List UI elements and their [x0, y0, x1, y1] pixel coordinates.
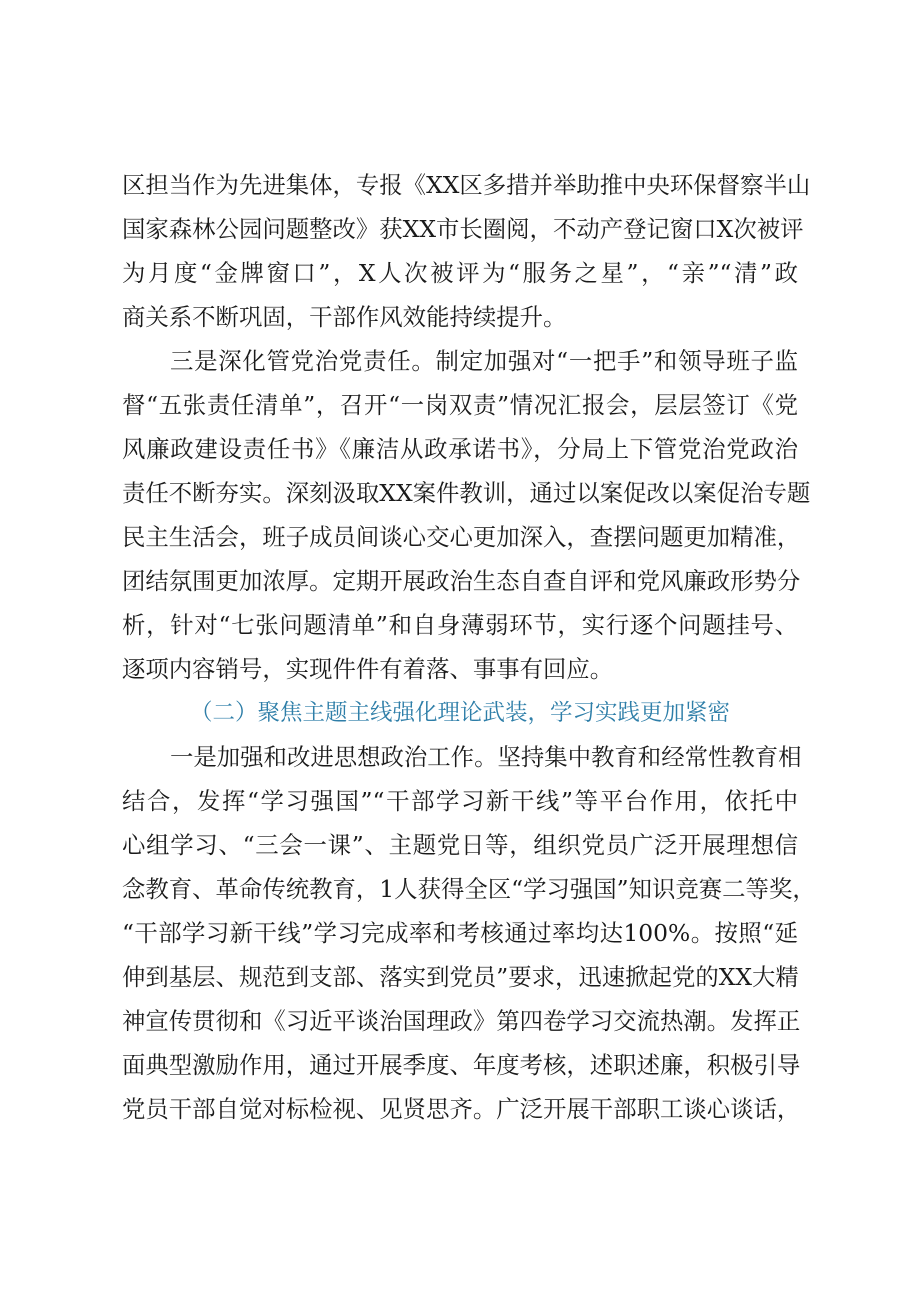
paragraph-line: 心组学习、“三会一课”、主题党日等，组织党员广泛开展理想信: [122, 831, 798, 859]
paragraph-line: 督“五张责任清单”，召开“一岗双责”情况汇报会，层层签订《党: [122, 391, 798, 419]
paragraph-line: 伸到基层、规范到支部、落实到党员”要求，迅速掀起党的XX大精: [122, 963, 799, 991]
paragraph-line: 神宣传贯彻和《习近平谈治国理政》第四卷学习交流热潮。发挥正: [122, 1007, 801, 1035]
paragraph-line: 责任不断夯实。深刻汲取XX案件教训，通过以案促改以案促治专题: [122, 479, 811, 507]
paragraph-line: 面典型激励作用，通过开展季度、年度考核，述职述廉，积极引导: [122, 1051, 801, 1079]
paragraph-line: 逐项内容销号，实现件件有着落、事事有回应。: [122, 655, 614, 683]
paragraph-line: 民主生活会，班子成员间谈心交心更加深入，查摆问题更加精准，: [122, 523, 801, 551]
paragraph-line: 析，针对“七张问题清单”和自身薄弱环节，实行逐个问题挂号、: [122, 611, 798, 639]
paragraph-line: 党员干部自觉对标检视、见贤思齐。广泛开展干部职工谈心谈话，: [122, 1095, 801, 1123]
paragraph-line: 区担当作为先进集体，专报《XX区多措并举助推中央环保督察半山: [122, 171, 811, 199]
paragraph-line: 三是深化管党治党责任。制定加强对“一把手”和领导班子监: [170, 347, 798, 375]
paragraph-line: 念教育、革命传统教育，1人获得全区“学习强国”知识竞赛二等奖，: [122, 875, 816, 903]
paragraph-line: 一是加强和改进思想政治工作。坚持集中教育和经常性教育相: [170, 743, 802, 771]
paragraph-line: “干部学习新干线”学习完成率和考核通过率均达100%。按照“延: [122, 919, 798, 947]
paragraph-line: 商关系不断巩固，干部作风效能持续提升。: [122, 303, 567, 331]
paragraph-line: 风廉政建设责任书》《廉洁从政承诺书》，分局上下管党治党政治: [122, 435, 798, 463]
paragraph-line: 结合，发挥“学习强国”“干部学习新干线”等平台作用，依托中: [122, 787, 798, 815]
paragraph-line: 团结氛围更加浓厚。定期开展政治生态自查自评和党风廉政形势分: [122, 567, 801, 595]
paragraph-line: 国家森林公园问题整改》获XX市长圈阅，不动产登记窗口X次被评: [122, 215, 804, 243]
section-heading: （二）聚焦主题主线强化理论武装，学习实践更加紧密: [190, 700, 731, 726]
paragraph-line: 为月度“金牌窗口”，X人次被评为“服务之星”，“亲”“清”政: [122, 259, 798, 287]
